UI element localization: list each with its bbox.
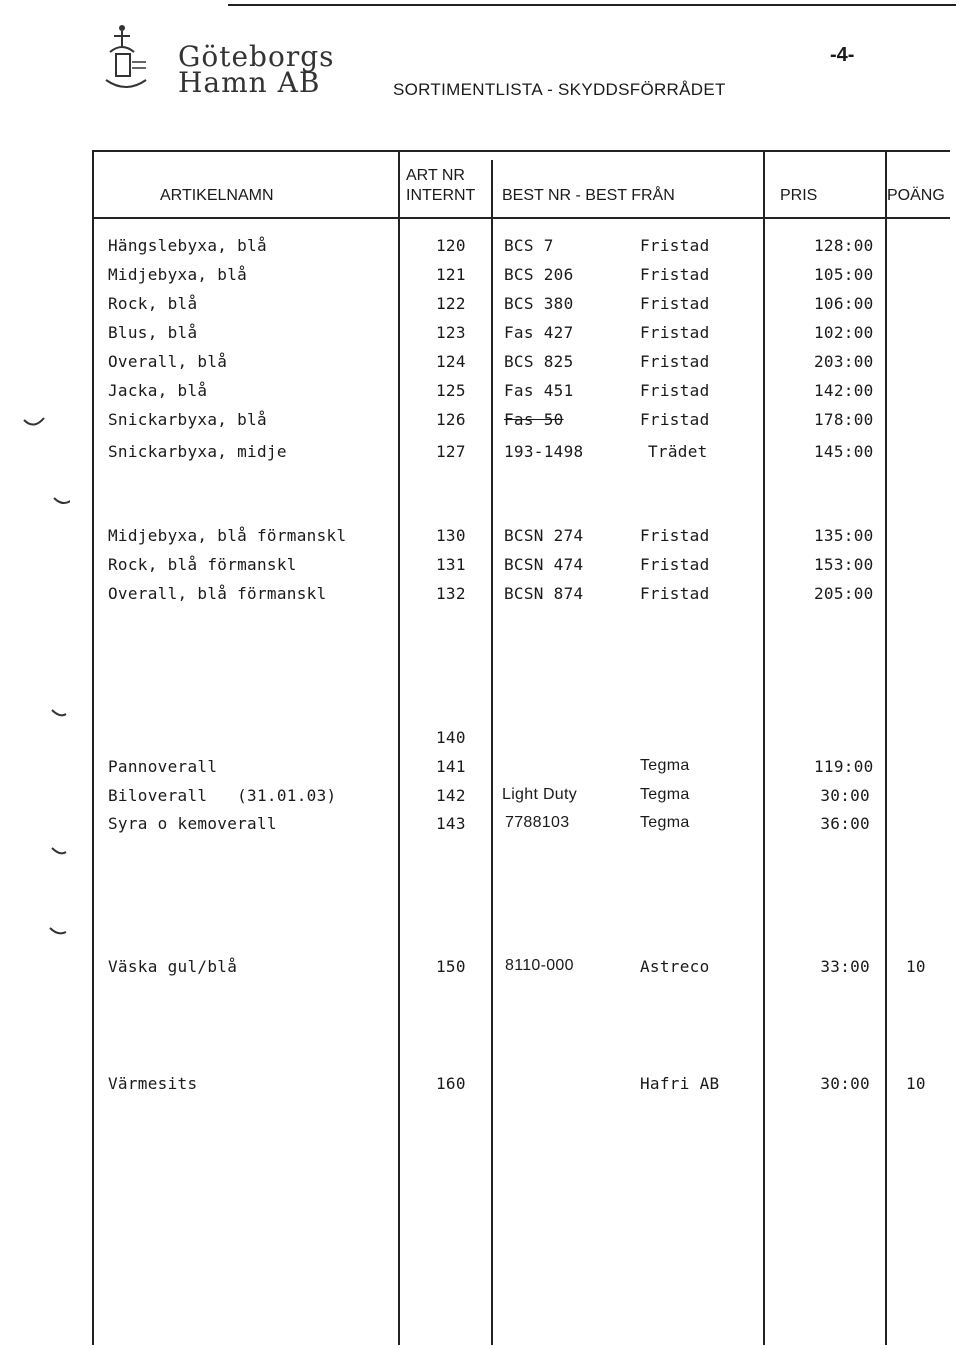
page-number: -4- bbox=[830, 44, 855, 66]
row-best: BCS 380 bbox=[504, 294, 574, 313]
row-price: 105:00 bbox=[814, 265, 874, 284]
row-from: Fristad bbox=[640, 410, 710, 429]
row-best: 193-1498 bbox=[504, 442, 584, 461]
table-row bbox=[0, 757, 960, 779]
row-art: 150 bbox=[436, 957, 466, 976]
row-from: Fristad bbox=[640, 352, 710, 371]
row-art: 127 bbox=[436, 442, 466, 461]
row-art: 131 bbox=[436, 555, 466, 574]
table-row bbox=[0, 728, 960, 750]
row-from: Fristad bbox=[640, 555, 710, 574]
row-art: 140 bbox=[436, 728, 466, 747]
document-title: SORTIMENTLISTA - SKYDDSFÖRRÅDET bbox=[393, 80, 726, 99]
row-price: 33:00 bbox=[820, 957, 870, 976]
table-row bbox=[0, 236, 960, 258]
row-from: Fristad bbox=[640, 294, 710, 313]
row-art: 143 bbox=[436, 814, 466, 833]
row-best: BCSN 874 bbox=[504, 584, 584, 603]
row-name: Hängslebyxa, blå bbox=[108, 236, 267, 255]
margin-check-marks-icon bbox=[20, 400, 70, 960]
row-art: 123 bbox=[436, 323, 466, 342]
row-name: Overall, blå förmanskl bbox=[108, 584, 327, 603]
row-art: 160 bbox=[436, 1074, 466, 1093]
row-best: BCS 825 bbox=[504, 352, 574, 371]
logo-text-line2: Hamn AB bbox=[178, 66, 321, 99]
row-price: 30:00 bbox=[820, 1074, 870, 1093]
table-top-rule bbox=[92, 150, 950, 152]
row-best: BCSN 274 bbox=[504, 526, 584, 545]
row-best: BCSN 474 bbox=[504, 555, 584, 574]
row-from: Trädet bbox=[648, 442, 708, 461]
row-art: 124 bbox=[436, 352, 466, 371]
row-from: Tegma bbox=[640, 786, 690, 803]
row-name: Midjebyxa, blå bbox=[108, 265, 248, 284]
row-name: Jacka, blå bbox=[108, 381, 208, 400]
row-name: Overall, blå bbox=[108, 352, 228, 371]
harbor-logo-icon bbox=[102, 22, 162, 106]
row-art: 125 bbox=[436, 381, 466, 400]
row-name: Väska gul/blå bbox=[108, 957, 238, 976]
row-price: 178:00 bbox=[814, 410, 874, 429]
row-points: 10 bbox=[906, 957, 926, 976]
table-row bbox=[0, 323, 960, 345]
table-row bbox=[0, 526, 960, 548]
row-from: Tegma bbox=[640, 757, 690, 774]
table-row bbox=[0, 957, 960, 979]
table-row bbox=[0, 442, 960, 464]
row-price: 119:00 bbox=[814, 757, 874, 776]
row-best: BCS 7 bbox=[504, 236, 554, 255]
row-best: Light Duty bbox=[502, 786, 578, 803]
row-price: 145:00 bbox=[814, 442, 874, 461]
table-row bbox=[0, 555, 960, 577]
row-art: 142 bbox=[436, 786, 466, 805]
row-art: 141 bbox=[436, 757, 466, 776]
row-points: 10 bbox=[906, 1074, 926, 1093]
row-price: 102:00 bbox=[814, 323, 874, 342]
row-name: Snickarbyxa, blå bbox=[108, 410, 267, 429]
row-from: Tegma bbox=[640, 814, 690, 831]
row-from: Astreco bbox=[640, 957, 710, 976]
row-art: 120 bbox=[436, 236, 466, 255]
col-header-artnr-2: INTERNT bbox=[406, 187, 476, 204]
logo-text-line1: Göteborgs bbox=[178, 40, 335, 73]
row-name: Snickarbyxa, midje bbox=[108, 442, 287, 461]
row-from: Fristad bbox=[640, 323, 710, 342]
row-price: 153:00 bbox=[814, 555, 874, 574]
row-from: Fristad bbox=[640, 526, 710, 545]
row-best: Fas 451 bbox=[504, 381, 574, 400]
row-price: 135:00 bbox=[814, 526, 874, 545]
row-from: Fristad bbox=[640, 584, 710, 603]
col-header-poang: POÄNG bbox=[887, 187, 945, 204]
row-price: 203:00 bbox=[814, 352, 874, 371]
row-price: 106:00 bbox=[814, 294, 874, 313]
row-best: Fas 50 bbox=[504, 410, 564, 429]
row-from: Fristad bbox=[640, 236, 710, 255]
col-header-artikelnamn: ARTIKELNAMN bbox=[160, 187, 274, 204]
row-name: Rock, blå förmanskl bbox=[108, 555, 297, 574]
row-price: 128:00 bbox=[814, 236, 874, 255]
row-name: Rock, blå bbox=[108, 294, 198, 313]
table-row bbox=[0, 294, 960, 316]
row-art: 121 bbox=[436, 265, 466, 284]
row-best: 8110-000 bbox=[505, 957, 574, 974]
row-name: Biloverall (31.01.03) bbox=[108, 786, 337, 805]
table-row bbox=[0, 410, 960, 432]
row-name: Midjebyxa, blå förmanskl bbox=[108, 526, 347, 545]
row-from: Fristad bbox=[640, 265, 710, 284]
row-name: Pannoverall bbox=[108, 757, 218, 776]
row-name: Värmesits bbox=[108, 1074, 198, 1093]
row-price: 30:00 bbox=[820, 786, 870, 805]
row-art: 122 bbox=[436, 294, 466, 313]
col-header-artnr-1: ART NR bbox=[406, 167, 465, 184]
table-row bbox=[0, 814, 960, 836]
header-underline bbox=[92, 217, 950, 219]
row-from: Fristad bbox=[640, 381, 710, 400]
row-name: Blus, blå bbox=[108, 323, 198, 342]
table-row bbox=[0, 265, 960, 287]
table-row bbox=[0, 352, 960, 374]
row-art: 126 bbox=[436, 410, 466, 429]
top-rule bbox=[228, 4, 956, 6]
row-from: Hafri AB bbox=[640, 1074, 720, 1093]
row-price: 36:00 bbox=[820, 814, 870, 833]
table-row bbox=[0, 1074, 960, 1096]
table-row bbox=[0, 786, 960, 808]
row-name: Syra o kemoverall bbox=[108, 814, 277, 833]
row-price: 142:00 bbox=[814, 381, 874, 400]
row-best: Fas 427 bbox=[504, 323, 574, 342]
table-row bbox=[0, 584, 960, 606]
row-art: 130 bbox=[436, 526, 466, 545]
col-header-pris: PRIS bbox=[780, 187, 818, 204]
row-best: 7788103 bbox=[505, 814, 570, 831]
row-price: 205:00 bbox=[814, 584, 874, 603]
table-row bbox=[0, 381, 960, 403]
col-header-bestnr: BEST NR - BEST FRÅN bbox=[502, 187, 675, 204]
row-best: BCS 206 bbox=[504, 265, 574, 284]
row-art: 132 bbox=[436, 584, 466, 603]
